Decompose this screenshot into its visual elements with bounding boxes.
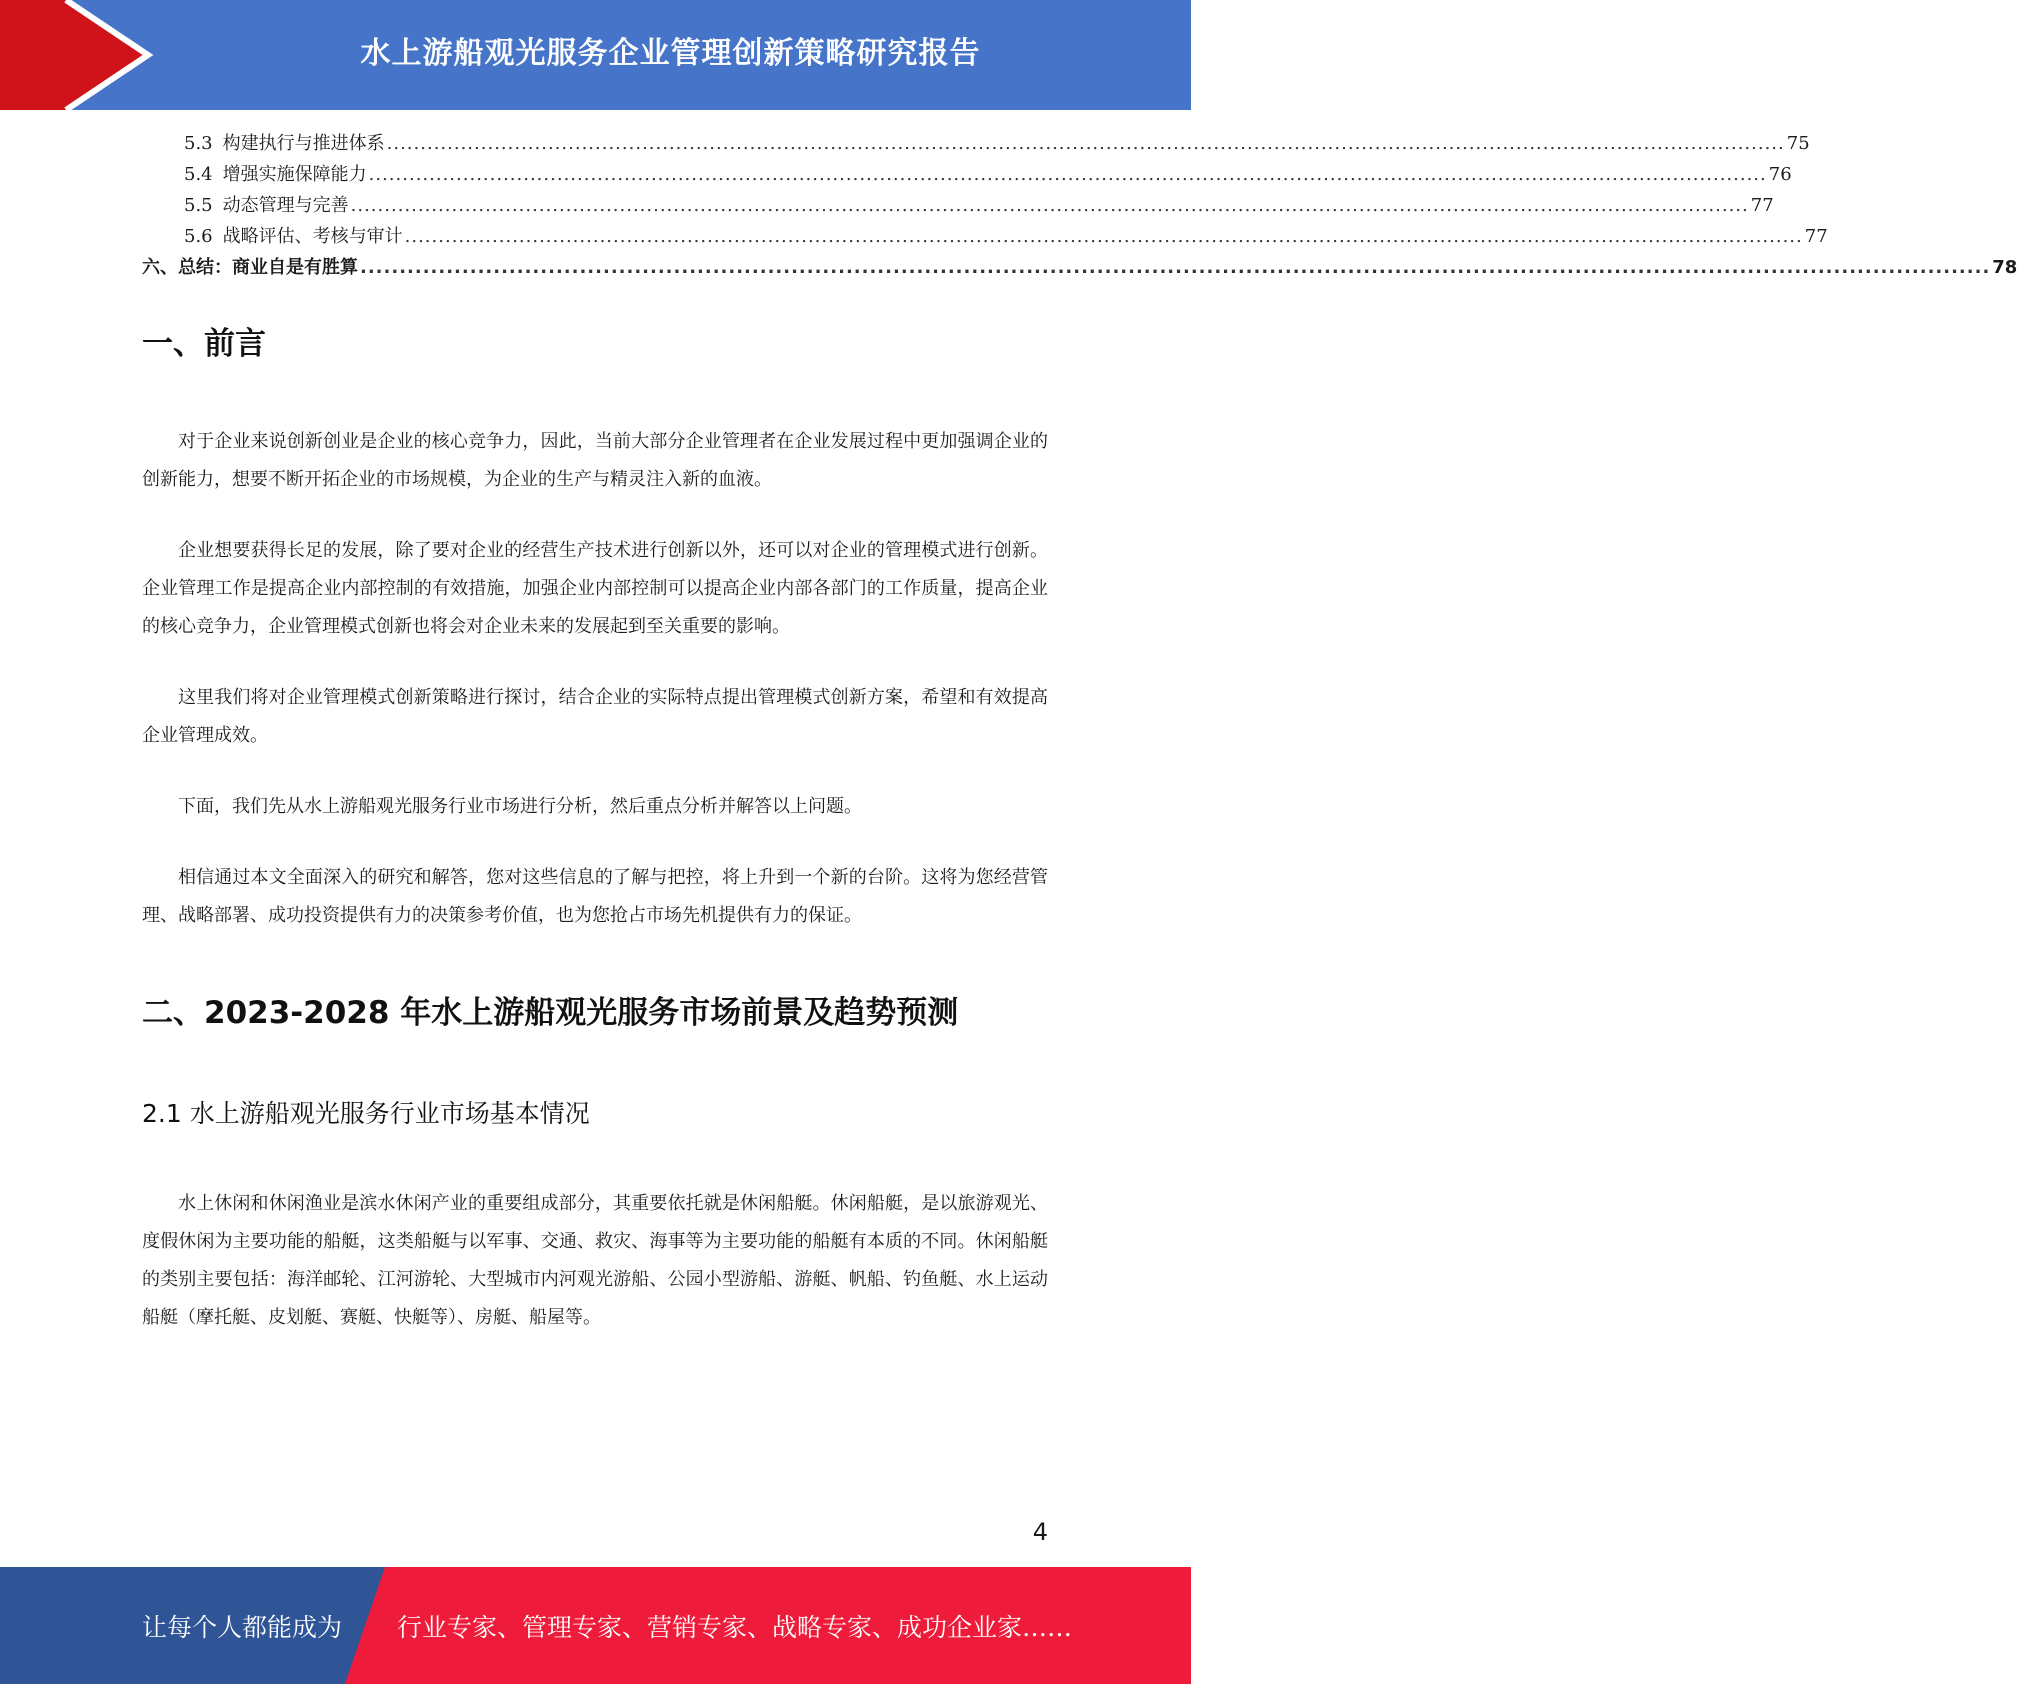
toc-item-page: 76 <box>1768 164 1792 185</box>
toc-item-text: 动态管理与完善 <box>222 195 349 216</box>
section-heading-preface: 一、前言 <box>142 326 266 362</box>
footer-slogan-right: 行业专家、管理专家、营销专家、战略专家、成功企业家…… <box>397 1612 1073 1642</box>
toc-item[interactable] <box>142 128 1810 159</box>
toc-leader-dots: ................................................................................................................................................................................................................ <box>404 226 1803 247</box>
toc-chapter-text: 六、总结：商业自是有胜算 <box>142 257 358 278</box>
table-of-contents <box>142 128 2017 283</box>
toc-leader-dots: ................................................................................................................................................................................................................ <box>360 257 1991 278</box>
toc-item[interactable] <box>142 221 1828 252</box>
footer-banner <box>0 1567 1191 1684</box>
header-red-arrow <box>0 0 148 110</box>
header-banner <box>0 0 1191 110</box>
paragraph: 下面，我们先从水上游船观光服务行业市场进行分析，然后重点分析并解答以上问题。 <box>178 796 862 817</box>
toc-item[interactable] <box>142 190 1774 221</box>
header-title: 水上游船观光服务企业管理创新策略研究报告 <box>360 36 981 71</box>
paragraph: 这里我们将对企业管理模式创新策略进行探讨，结合企业的实际特点提出管理模式创新方案，希望和有效提高企业管理成效。 <box>142 687 1048 746</box>
page-number: 4 <box>1032 1518 1048 1546</box>
toc-item-text: 增强实施保障能力 <box>222 164 367 185</box>
toc-item-page: 75 <box>1786 133 1810 154</box>
paragraph: 水上休闲和休闲渔业是滨水休闲产业的重要组成部分，其重要依托就是休闲船艇。休闲船艇，是以旅游观光、度假休闲为主要功能的船艇，这类船艇与以军事、交通、救灾、海事等为主要功能的船艇有本质的不同。休闲船艇的类别主要包括：海洋邮轮、江河游轮、大型城市内河观光游船、公园小型游船、游艇、帆船、钓鱼艇、水上运动船艇（摩托艇、皮划艇、赛艇、快艇等）、房艇、船屋等。 <box>142 1193 1048 1328</box>
toc-leader-dots: ................................................................................................................................................................................................................ <box>368 164 1767 185</box>
toc-item-number: 5.5 <box>184 195 213 216</box>
toc-item-number: 5.3 <box>184 133 213 154</box>
toc-item-number: 5.4 <box>184 164 213 185</box>
toc-leader-dots: ................................................................................................................................................................................................................ <box>386 133 1785 154</box>
toc-item[interactable] <box>142 159 1792 190</box>
paragraph: 对于企业来说创新创业是企业的核心竞争力，因此，当前大部分企业管理者在企业发展过程中更加强调企业的创新能力，想要不断开拓企业的市场规模，为企业的生产与精灵注入新的血液。 <box>142 431 1048 490</box>
toc-chapter[interactable] <box>142 252 2017 283</box>
document-body <box>142 318 1048 1337</box>
toc-item-page: 77 <box>1804 226 1828 247</box>
subsection-heading-market-basics: 2.1 水上游船观光服务行业市场基本情况 <box>142 1099 590 1128</box>
section-heading-market-forecast: 二、2023-2028 年水上游船观光服务市场前景及趋势预测 <box>142 995 959 1031</box>
toc-item-page: 77 <box>1750 195 1774 216</box>
paragraph: 企业想要获得长足的发展，除了要对企业的经营生产技术进行创新以外，还可以对企业的管理模式进行创新。企业管理工作是提高企业内部控制的有效措施，加强企业内部控制可以提高企业内部各部门的工作质量，提高企业的核心竞争力，企业管理模式创新也将会对企业未来的发展起到至关重要的影响。 <box>142 540 1048 637</box>
toc-item-text: 构建执行与推进体系 <box>222 133 385 154</box>
toc-chapter-page: 78 <box>1992 257 2017 278</box>
toc-leader-dots: ................................................................................................................................................................................................................ <box>350 195 1749 216</box>
footer-slogan-left: 让每个人都能成为 <box>142 1612 343 1642</box>
toc-item-number: 5.6 <box>184 226 213 247</box>
toc-item-text: 战略评估、考核与审计 <box>222 226 403 247</box>
paragraph: 相信通过本文全面深入的研究和解答，您对这些信息的了解与把控，将上升到一个新的台阶。这将为您经营管理、战略部署、成功投资提供有力的决策参考价值，也为您抢占市场先机提供有力的保证。 <box>142 867 1048 926</box>
